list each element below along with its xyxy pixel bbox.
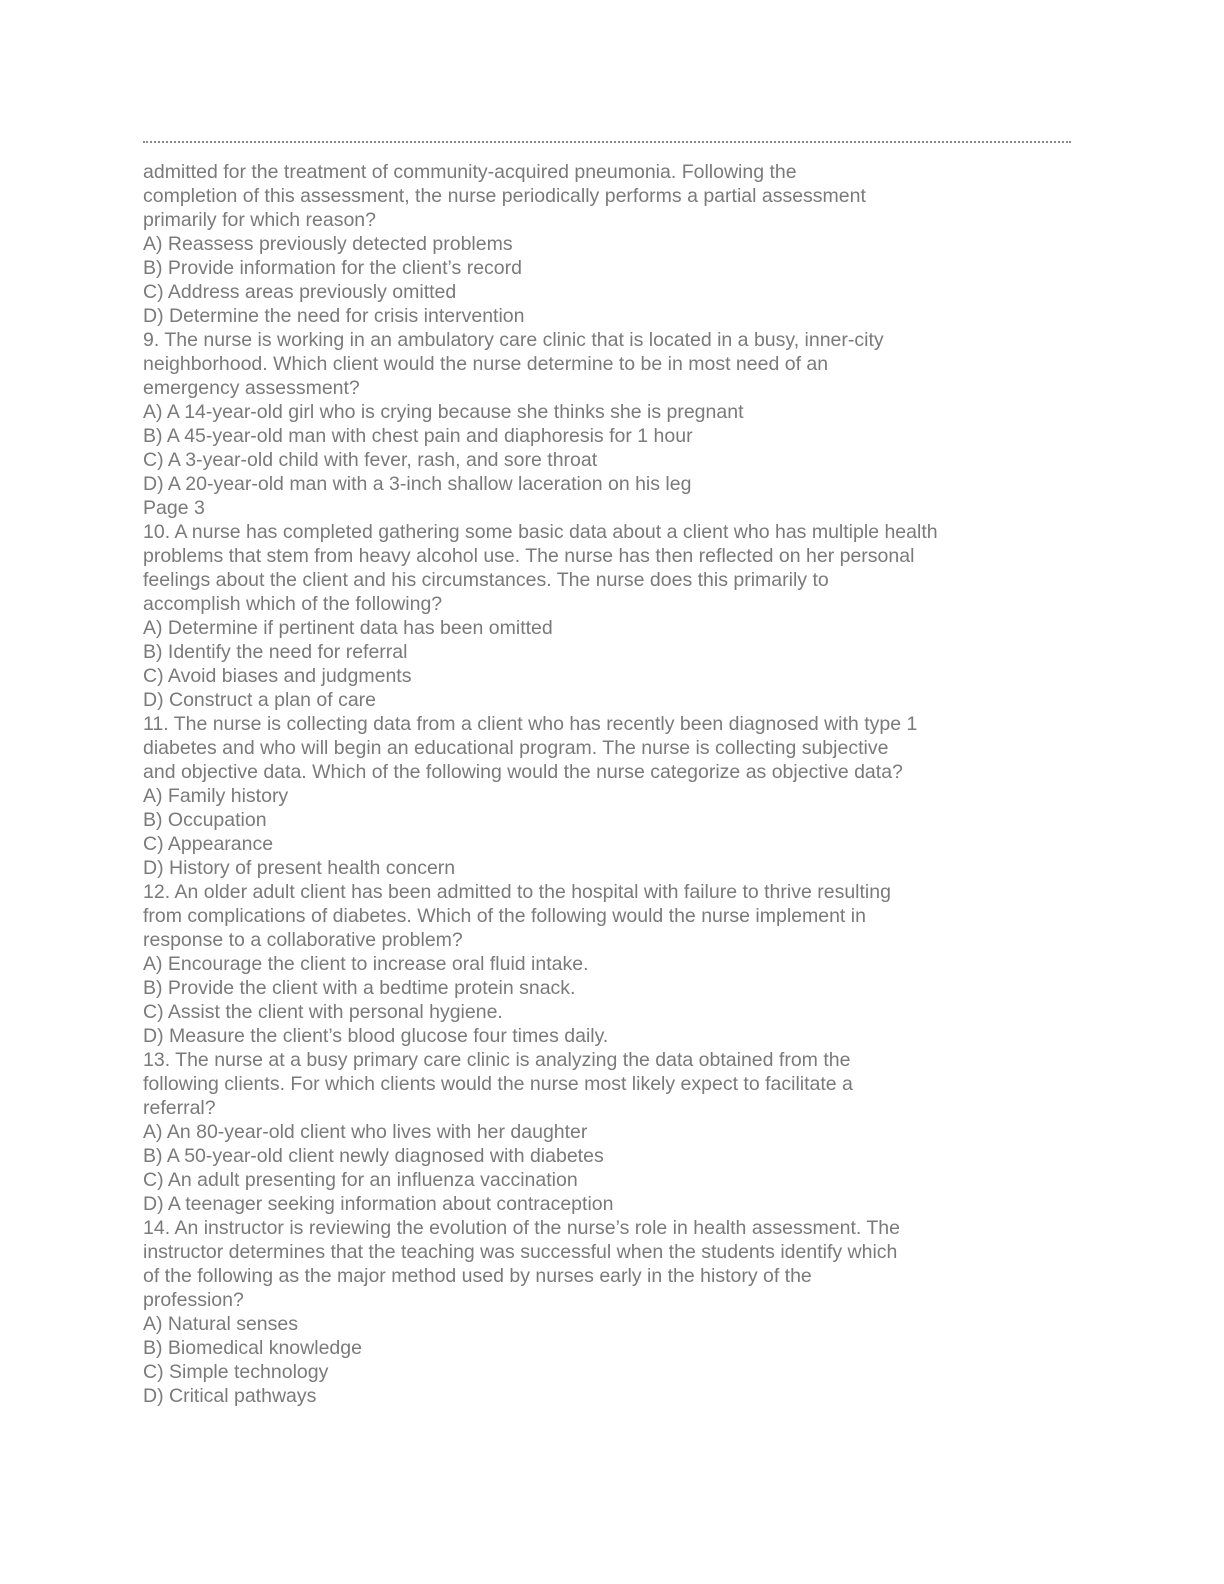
answer-option: D) Determine the need for crisis intervention: [143, 305, 525, 327]
page-number: Page 3: [143, 497, 205, 519]
answer-option: A) A 14-year-old girl who is crying because she thinks she is pregnant: [143, 401, 744, 423]
answer-option: A) Reassess previously detected problems: [143, 233, 513, 255]
answer-option: D) History of present health concern: [143, 857, 456, 879]
answer-option: C) Simple technology: [143, 1361, 329, 1383]
answer-option: B) A 45-year-old man with chest pain and diaphoresis for 1 hour: [143, 425, 693, 447]
answer-option: C) Assist the client with personal hygiene.: [143, 1001, 503, 1023]
text-line: and objective data. Which of the following would the nurse categorize as objective data?: [143, 761, 903, 783]
question-line: 13. The nurse at a busy primary care clinic is analyzing the data obtained from the: [143, 1049, 851, 1071]
answer-option: C) Address areas previously omitted: [143, 281, 457, 303]
answer-option: D) A 20-year-old man with a 3-inch shallow laceration on his leg: [143, 473, 692, 495]
answer-option: C) Appearance: [143, 833, 274, 855]
answer-option: C) An adult presenting for an influenza vaccination: [143, 1169, 578, 1191]
question-line: 12. An older adult client has been admitted to the hospital with failure to thrive resulting: [143, 881, 891, 903]
text-line: diabetes and who will begin an educational program. The nurse is collecting subjective: [143, 737, 889, 759]
answer-option: A) Family history: [143, 785, 289, 807]
answer-option: B) Provide information for the client’s record: [143, 257, 522, 279]
answer-option: D) Construct a plan of care: [143, 689, 377, 711]
answer-option: A) Natural senses: [143, 1313, 298, 1335]
answer-option: B) A 50-year-old client newly diagnosed with diabetes: [143, 1145, 604, 1167]
text-line: referral?: [143, 1097, 216, 1119]
answer-option: B) Occupation: [143, 809, 267, 831]
text-line: profession?: [143, 1289, 244, 1311]
question-line: 10. A nurse has completed gathering some basic data about a client who has multiple health: [143, 521, 938, 543]
text-line: feelings about the client and his circumstances. The nurse does this primarily to: [143, 569, 829, 591]
text-line: admitted for the treatment of community-acquired pneumonia. Following the: [143, 161, 797, 183]
text-line: accomplish which of the following?: [143, 593, 443, 615]
answer-option: A) Determine if pertinent data has been omitted: [143, 617, 553, 639]
header-divider: [143, 141, 1071, 143]
answer-option: B) Biomedical knowledge: [143, 1337, 362, 1359]
answer-option: D) Critical pathways: [143, 1385, 317, 1407]
text-line: of the following as the major method used by nurses early in the history of the: [143, 1265, 812, 1287]
answer-option: D) Measure the client’s blood glucose four times daily.: [143, 1025, 609, 1047]
question-line: 11. The nurse is collecting data from a client who has recently been diagnosed with type 1: [143, 713, 918, 735]
text-line: response to a collaborative problem?: [143, 929, 463, 951]
answer-option: D) A teenager seeking information about contraception: [143, 1193, 614, 1215]
answer-option: B) Provide the client with a bedtime protein snack.: [143, 977, 576, 999]
text-line: neighborhood. Which client would the nurse determine to be in most need of an: [143, 353, 829, 375]
text-line: following clients. For which clients would the nurse most likely expect to facilitate a: [143, 1073, 853, 1095]
answer-option: C) A 3-year-old child with fever, rash, and sore throat: [143, 449, 598, 471]
question-line: 14. An instructor is reviewing the evolution of the nurse’s role in health assessment. The: [143, 1217, 900, 1239]
text-line: instructor determines that the teaching was successful when the students identify which: [143, 1241, 898, 1263]
text-line: from complications of diabetes. Which of the following would the nurse implement in: [143, 905, 866, 927]
answer-option: A) Encourage the client to increase oral fluid intake.: [143, 953, 589, 975]
text-line: primarily for which reason?: [143, 209, 377, 231]
document-body: [143, 160, 1073, 1408]
text-line: completion of this assessment, the nurse periodically performs a partial assessment: [143, 185, 866, 207]
question-line: 9. The nurse is working in an ambulatory care clinic that is located in a busy, inner-city: [143, 329, 884, 351]
text-line: problems that stem from heavy alcohol use. The nurse has then reflected on her personal: [143, 545, 915, 567]
answer-option: B) Identify the need for referral: [143, 641, 408, 663]
answer-option: C) Avoid biases and judgments: [143, 665, 412, 687]
text-line: emergency assessment?: [143, 377, 360, 399]
answer-option: A) An 80-year-old client who lives with her daughter: [143, 1121, 588, 1143]
